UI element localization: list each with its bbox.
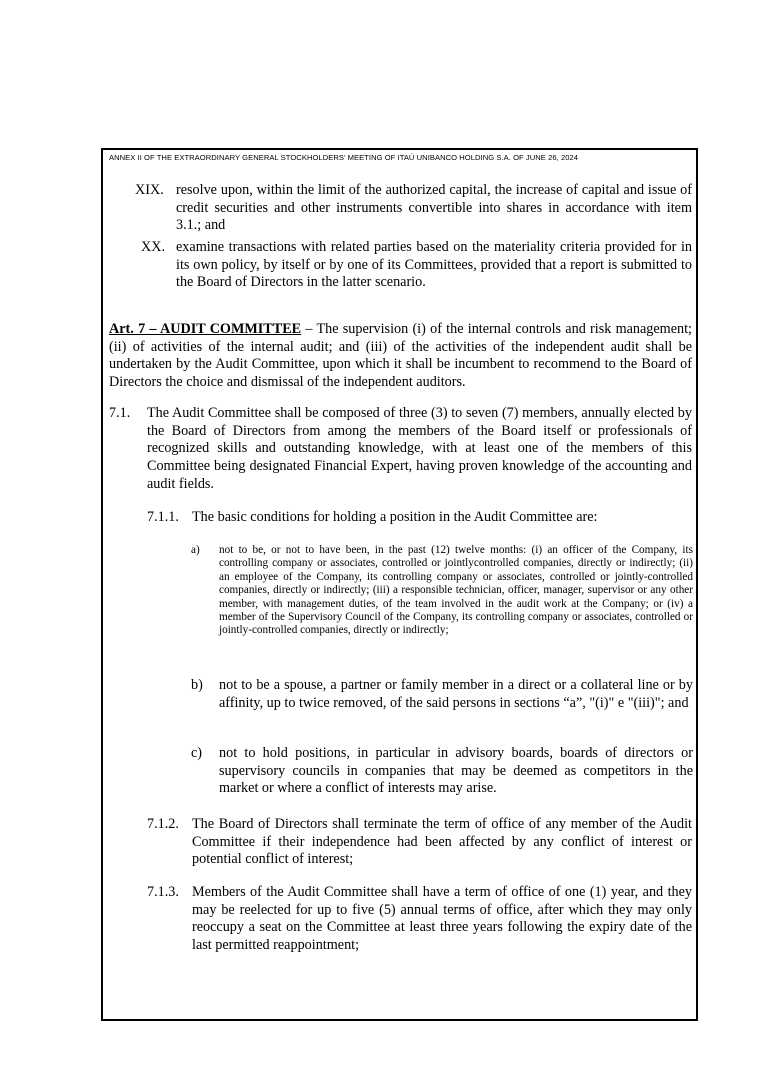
item-xx-number: XX. <box>141 239 166 255</box>
condition-b-number: b) <box>191 677 203 693</box>
article-7-title: Art. 7 – AUDIT COMMITTEE <box>109 321 302 337</box>
article-7-text: – The supervision (i) of the internal controls and risk management; (ii) of activities of the internal audit; and (iii) of the activities of the independent audit shall be undertaken by the Audit Committee, upon which it shall be incumbent to recommend to the Board of Directors the choice and dismissal of the independent auditors. <box>109 321 692 391</box>
section-7-1-text: The Audit Committee shall be composed of three (3) to seven (7) members, annually elected by the Board of Directors from among the members of the Board itself or professionals of recognized skills and outstanding knowledge, with at least one of the members of this Committee being designated Financial Expert, having proven knowledge of the accounting and audit fields. <box>147 405 692 492</box>
page-frame <box>101 148 698 1021</box>
article-7-paragraph <box>109 321 692 392</box>
item-xix-number: XIX. <box>135 182 164 198</box>
section-7-1-1-text: The basic conditions for holding a position in the Audit Committee are: <box>192 509 598 525</box>
item-xix-text: resolve upon, within the limit of the authorized capital, the increase of capital and issue of credit securities and other instruments convertible into shares in accordance with item 3.1.; and <box>176 182 692 234</box>
section-7-1-3-number: 7.1.3. <box>147 884 179 900</box>
condition-a-text: not to be, or not to have been, in the past (12) twelve months: (i) an officer of the Company, its controlling company or associates, controlled or jointlycontrolled companies, directly or indirectly; (ii) an employee of the Company, its controlling company or associates, controlled or jointly-controlled companies, directly or indirectly; (iii) a responsible technician, officer, manager, supervisor or any other member, with management duties, of the team involved in the audit work at the Company; or (iv) a member of the Supervisory Council of the Company, its controlling company or associates, controlled or jointly-controlled companies, directly or indirectly; <box>219 544 693 637</box>
section-7-1-number: 7.1. <box>109 405 131 421</box>
condition-c-text: not to hold positions, in particular in advisory boards, boards of directors or supervisory councils in companies that may be deemed as competitors in the market or where a conflict of interests may arise. <box>219 745 693 797</box>
section-7-1-1-number: 7.1.1. <box>147 509 179 525</box>
condition-a-number: a) <box>191 544 200 556</box>
section-7-1-3-text: Members of the Audit Committee shall have a term of office of one (1) year, and they may be reelected for up to five (5) annual terms of office, after which they may only reoccupy a seat on the Committee at least three years following the expiry date of the last permitted reappointment; <box>192 884 692 954</box>
condition-c-number: c) <box>191 745 203 761</box>
document-header: ANNEX II OF THE EXTRAORDINARY GENERAL STOCKHOLDERS’ MEETING OF ITAÚ UNIBANCO HOLDING S.A. OF JUNE 26, 2024 <box>109 153 579 162</box>
item-xx-text: examine transactions with related parties based on the materiality criteria provided for in its own policy, by itself or by one of its Committees, provided that a report is submitted to the Board of Directors in the latter scenario. <box>176 239 692 291</box>
condition-b-text: not to be a spouse, a partner or family member in a direct or a collateral line or by affinity, up to twice removed, of the said persons in sections “a”, "(i)" e "(iii)"; and <box>219 677 693 711</box>
section-7-1-2-number: 7.1.2. <box>147 816 179 832</box>
section-7-1-2-text: The Board of Directors shall terminate the term of office of any member of the Audit Committee if their independence had been affected by any conflict of interest or potential conflict of interest; <box>192 816 692 868</box>
